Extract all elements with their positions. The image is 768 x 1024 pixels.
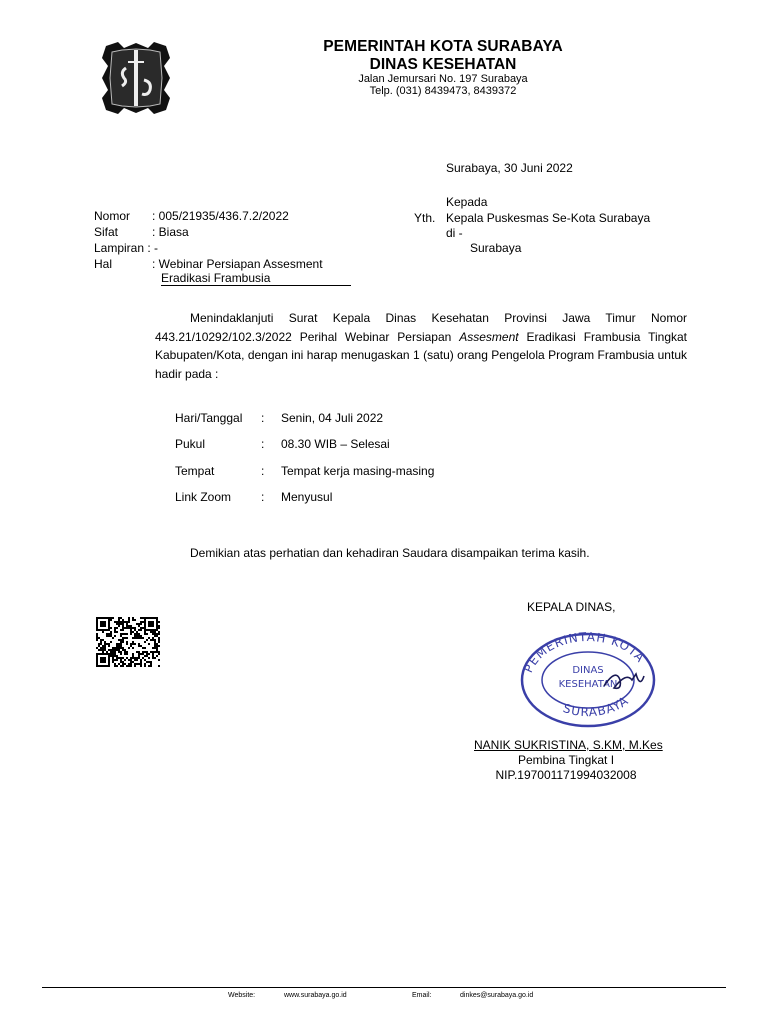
schedule-label: Hari/Tanggal	[175, 411, 243, 425]
stamp-ring-top: PEMERINTAH KOTA	[521, 629, 648, 675]
recipient-line-1: Kepala Puskesmas Se-Kota Surabaya	[446, 211, 651, 225]
sifat-value: : Biasa	[152, 225, 189, 239]
hal-value-2: Eradikasi Frambusia	[161, 271, 271, 285]
signatory-name: NANIK SUKRISTINA, S.KM, M.Kes	[474, 738, 663, 752]
recipient-line-2: di -	[446, 226, 463, 240]
letterhead-department: DINAS KESEHATAN	[369, 56, 517, 73]
schedule-label: Link Zoom	[175, 490, 232, 504]
footer-website: www.surabaya.go.id	[284, 992, 347, 999]
recipient-line-3: Surabaya	[470, 241, 522, 255]
meta-nomor	[94, 209, 289, 223]
sifat-label: Sifat	[94, 225, 119, 239]
schedule-value: Senin, 04 Juli 2022	[281, 411, 384, 425]
schedule-row	[175, 437, 390, 451]
letterhead-government: PEMERINTAH KOTA SURABAYA	[323, 38, 563, 55]
footer-divider	[42, 987, 726, 988]
kepada-label: Kepada	[446, 195, 488, 209]
signatory-nip: NIP.197001171994032008	[495, 768, 637, 782]
body-text-italic: Assesment	[459, 329, 519, 344]
letterhead-address: Jalan Jemursari No. 197 Surabaya	[358, 73, 528, 85]
schedule-row	[175, 411, 383, 425]
schedule-label: Tempat	[175, 464, 215, 478]
footer-website-label: Website:	[228, 992, 256, 999]
body-text-2: Eradikasi Frambusia Tingkat Kabupaten/Kota, dengan ini harap menugaskan 1 (satu) orang Pengelola Program Frambusia untuk hadir pada :	[155, 329, 687, 381]
schedule-value: 08.30 WIB – Selesai	[281, 437, 390, 451]
hal-value-1: : Webinar Persiapan Assesment	[152, 257, 323, 271]
official-stamp	[508, 628, 668, 728]
schedule-colon: :	[261, 490, 265, 504]
stamp-center-2: KESEHATAN	[558, 679, 618, 690]
schedule-colon: :	[261, 437, 265, 451]
letter-date: Surabaya, 30 Juni 2022	[446, 161, 573, 175]
signatory-title: KEPALA DINAS,	[527, 600, 616, 614]
hal-underline	[161, 285, 351, 286]
schedule-row	[175, 490, 332, 504]
body-text-1: Menindaklanjuti Surat Kepala Dinas Kesehatan Provinsi Jawa Timur Nomor 443.21/10292/102.3/2022 Perihal Webinar Persiapan	[155, 311, 687, 344]
schedule-colon: :	[261, 464, 265, 478]
schedule-label: Pukul	[175, 437, 206, 451]
footer-email-label: Email:	[412, 992, 432, 999]
hal-label: Hal	[94, 257, 113, 271]
meta-lampiran: Lampiran : -	[94, 241, 159, 255]
meta-sifat	[94, 225, 189, 239]
stamp-center-1: DINAS	[572, 665, 604, 676]
body-paragraph	[155, 309, 687, 383]
schedule-value: Tempat kerja masing-masing	[281, 464, 435, 478]
svg-text:SURABAYA	[561, 693, 631, 719]
surabaya-emblem-icon	[98, 40, 174, 116]
stamp-ring-bottom: SURABAYA	[561, 693, 632, 720]
closing-sentence: Demikian atas perhatian dan kehadiran Saudara disampaikan terima kasih.	[190, 546, 590, 560]
signatory-rank: Pembina Tingkat I	[517, 753, 615, 767]
schedule-row	[175, 464, 434, 478]
nomor-label: Nomor	[94, 209, 131, 223]
nomor-value: : 005/21935/436.7.2/2022	[152, 209, 289, 223]
footer-email: dinkes@surabaya.go.id	[460, 992, 534, 999]
schedule-colon: :	[261, 411, 265, 425]
letterhead-phone: Telp. (031) 8439473, 8439372	[369, 85, 517, 97]
yth-label: Yth.	[414, 211, 436, 225]
qr-code-icon	[96, 617, 160, 667]
meta-hal	[94, 257, 323, 271]
schedule-value: Menyusul	[281, 490, 333, 504]
